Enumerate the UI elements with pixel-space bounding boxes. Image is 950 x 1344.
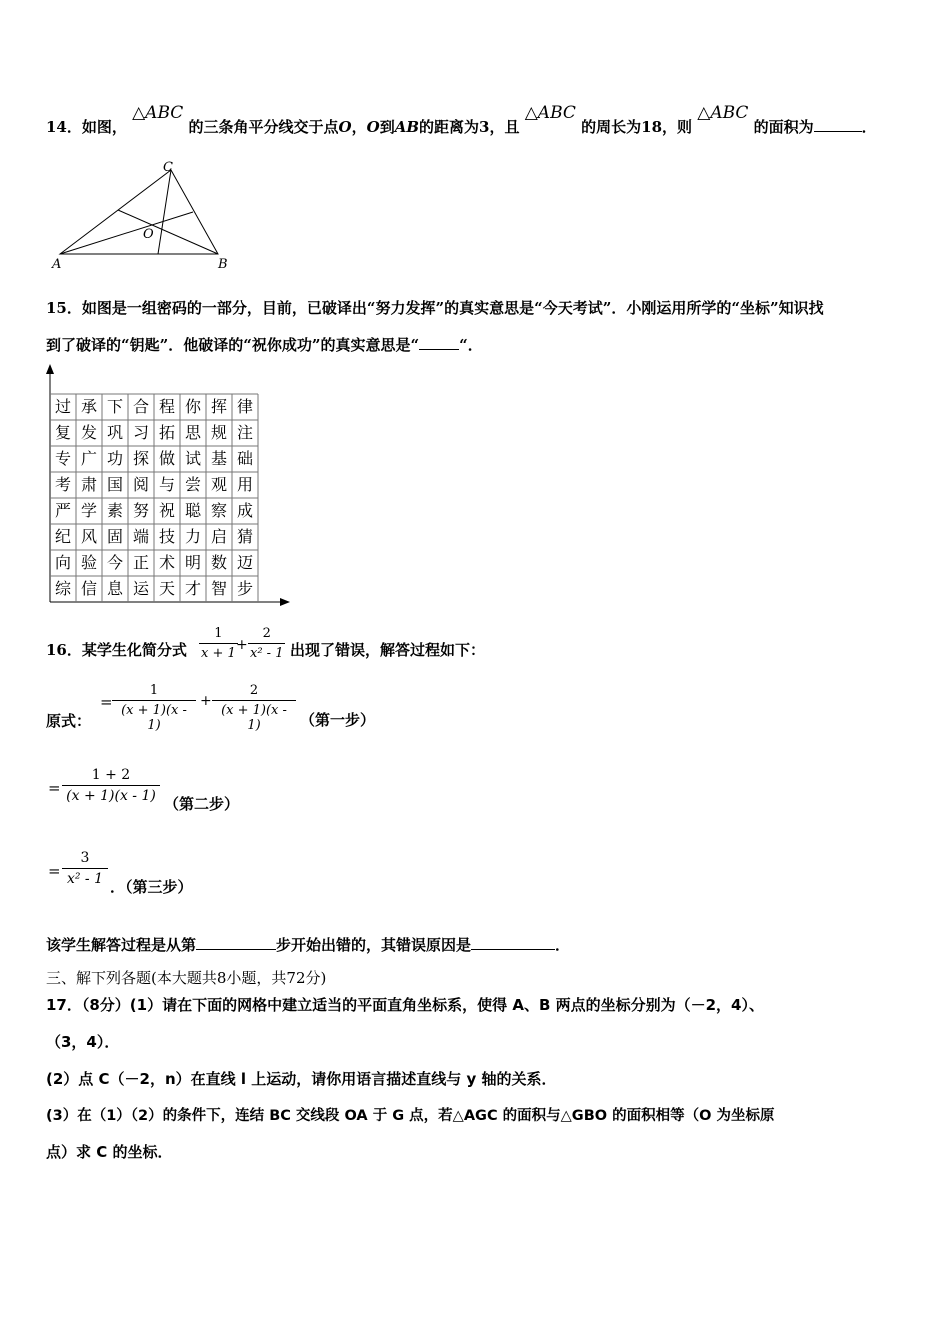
grid-cell: 探 (132, 449, 149, 468)
grid-cell: 程 (158, 397, 175, 416)
bisector-a (60, 212, 193, 254)
triangle-abc-1: △ABC (132, 103, 184, 123)
bisector-b (118, 210, 218, 254)
grid-cell: 尝 (184, 475, 201, 494)
grid-cell: 功 (106, 449, 123, 468)
grid-cell: 迈 (236, 553, 253, 572)
step2-note: （第二步） (164, 795, 240, 813)
grid-cell: 术 (158, 553, 175, 572)
q14-text: 14．如图， △ABC 的三条角平分线交于点O，O到AB的距离为3，且 △ABC 的周长为18，则 △ABC 的面积为 ． (46, 103, 877, 136)
grid-cell: 综 (54, 579, 71, 598)
grid-cell: 础 (236, 449, 253, 468)
grid-cell: 才 (184, 579, 201, 598)
grid-cell: 国 (106, 475, 123, 494)
grid-cell: 祝 (158, 501, 175, 520)
grid-cell: 广 (80, 449, 97, 468)
grid-cell: 天 (158, 579, 175, 598)
grid-cell: 用 (236, 475, 253, 494)
grid-cell: 猜 (236, 527, 253, 546)
grid-cell: 过 (54, 397, 71, 416)
q17-line2: （3，4）． (46, 1033, 120, 1051)
q16-intro: 16．某学生化简分式 (46, 641, 187, 659)
grid-cell: 肃 (80, 475, 97, 494)
grid-cell: 数 (210, 553, 227, 572)
label-b: B (218, 257, 228, 272)
fraction-step1-a: $\frac{1}{(x + 1)(x - 1)}$ (112, 683, 196, 733)
grid-cell: 察 (210, 501, 227, 520)
grid-cell: 下 (106, 397, 123, 416)
step1-label: 原式： (46, 712, 92, 730)
grid-cell: 注 (236, 423, 253, 442)
answer-blank-q14[interactable] (814, 130, 862, 132)
fraction-step1-b: $\frac{2}{(x + 1)(x - 1)}$ (212, 683, 296, 733)
q15-line2: 到了破译的“钥匙”．他破译的“祝你成功”的真实意思是“ “． (46, 336, 483, 354)
q15-line1: 15．如图是一组密码的一部分，目前，已破译出“努力发挥”的真实意思是“今天考试”．小刚运用所学的“坐标”知识找 (46, 299, 824, 317)
step3-note: ．（第三步） (110, 878, 193, 896)
grid-cell: 合 (132, 397, 149, 416)
grid-cell: 智 (210, 579, 227, 598)
grid-cell: 挥 (210, 397, 227, 416)
grid-cell: 验 (80, 553, 97, 572)
fraction-intro-1: $\frac{1}{x + 1}$ (201, 626, 236, 661)
grid-cell: 复 (54, 423, 71, 442)
grid-cell: 明 (184, 553, 201, 572)
grid-cell: 技 (158, 527, 175, 546)
grid-cell: 考 (54, 475, 71, 494)
grid-cell: 素 (106, 501, 123, 520)
grid-cell: 端 (132, 527, 149, 546)
q17-line3: (2）点 C（－2，n）在直线 l 上运动，请你用语言描述直线与 y 轴的关系． (46, 1070, 557, 1088)
step1-note: （第一步） (300, 711, 376, 729)
grid-cell: 律 (236, 397, 253, 416)
label-c: C (163, 160, 173, 175)
label-o: O (143, 227, 154, 242)
grid-cell: 试 (184, 449, 201, 468)
grid-cell: 运 (132, 579, 149, 598)
grid-cell: 信 (80, 579, 97, 598)
grid-cell: 习 (132, 423, 149, 442)
grid-cell: 启 (210, 527, 227, 546)
q17-line4: (3）在（1）（2）的条件下，连结 BC 交线段 OA 于 G 点，若△AGC 的面积与△GBO 的面积相等（O 为坐标原 (46, 1108, 775, 1124)
grid-cell: 巩 (106, 423, 123, 442)
y-axis-arrow (46, 364, 54, 374)
grid-cell: 风 (80, 527, 97, 546)
fraction-intro-2: $\frac{2}{\text{x² - 1}}$ (250, 626, 284, 661)
grid-cell: 阅 (132, 475, 149, 494)
grid-cell: 与 (158, 475, 175, 494)
grid-cell: 思 (184, 423, 201, 442)
fraction-step2: $\frac{1 + 2}{(x + 1)(x - 1)}$ (62, 767, 160, 804)
grid-cell: 你 (184, 397, 201, 416)
answer-blank-q16-reason[interactable] (471, 948, 555, 950)
label-a: A (52, 257, 62, 272)
grid-cell: 拓 (158, 423, 175, 442)
grid-cell: 学 (80, 501, 97, 520)
triangle-figure (46, 158, 246, 273)
grid-cell: 基 (210, 449, 227, 468)
grid-cell: 今 (106, 553, 123, 572)
grid-cell: 承 (80, 397, 97, 416)
answer-blank-q15[interactable] (419, 348, 459, 350)
grid-cell: 发 (80, 423, 97, 442)
grid-cell: 正 (132, 553, 149, 572)
triangle-abc-3: △ABC (697, 103, 749, 123)
grid-cell: 固 (106, 527, 123, 546)
section-title: 三、解下列各题(本大题共8小题，共72分) (46, 969, 327, 987)
grid-cell: 观 (210, 475, 227, 494)
grid-cell: 聪 (184, 501, 201, 520)
grid-cell: 严 (54, 501, 71, 520)
q17-line5: 点）求 C 的坐标． (46, 1143, 173, 1161)
grid-cell: 规 (210, 423, 227, 442)
bisector-c (158, 170, 171, 254)
grid-cell: 专 (54, 449, 71, 468)
grid-cell: 成 (236, 501, 253, 520)
grid-cell: 力 (184, 527, 201, 546)
grid-cell: 向 (54, 553, 71, 572)
fraction-step3: $\frac{3}{\text{x² - 1}}$ (62, 850, 108, 887)
x-axis-arrow (280, 598, 290, 606)
answer-blank-q16-step[interactable] (196, 948, 276, 950)
grid-cell: 息 (106, 579, 123, 598)
q17-line1: 17．（8分）(1）请在下面的网格中建立适当的平面直角坐标系，使得 A、B 两点的坐标分别为（－2，4）、 (46, 996, 764, 1014)
grid-cell: 步 (236, 579, 253, 598)
grid-cell: 做 (158, 449, 175, 468)
grid-cell: 努 (132, 501, 149, 520)
triangle-abc-2: △ABC (524, 103, 576, 123)
grid-cell: 纪 (54, 527, 71, 546)
q16-conclusion: 该学生解答过程是从第 步开始出错的，其错误原因是 ． (46, 936, 571, 954)
cipher-grid (36, 362, 296, 612)
